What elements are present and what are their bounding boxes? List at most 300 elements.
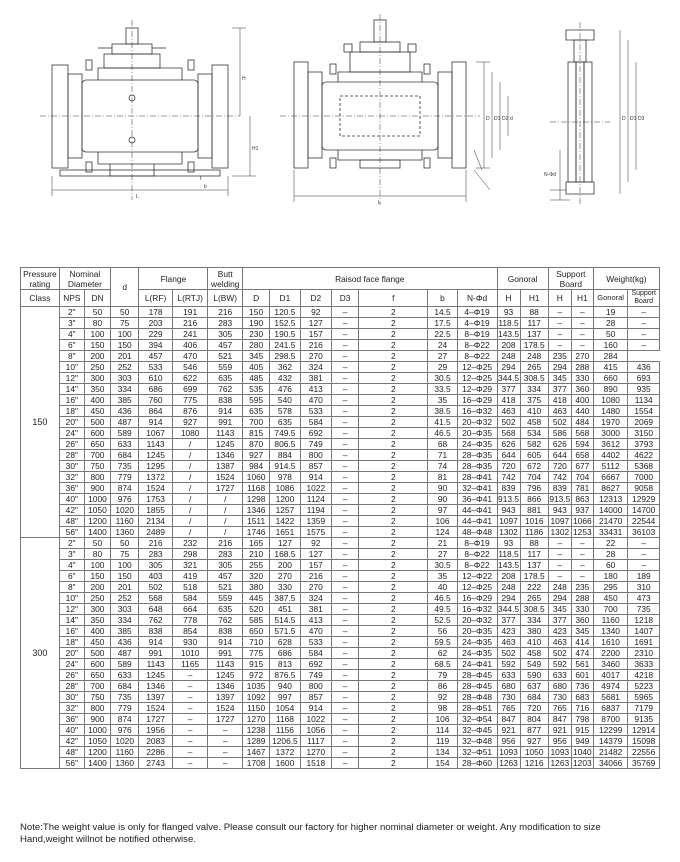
dim-f-front: f (200, 176, 202, 182)
table-cell: 400 (571, 395, 593, 406)
table-cell: 20" (59, 417, 84, 428)
table-cell: – (571, 340, 593, 351)
table-row (21, 417, 660, 428)
table-cell: – (332, 714, 359, 725)
table-cell: 46.5 (428, 428, 457, 439)
table-cell: 914.5 (270, 461, 300, 472)
hdr-nps: NPS (59, 290, 84, 307)
table-cell: 1016 (520, 516, 548, 527)
table-cell: 600 (84, 428, 110, 439)
table-cell: 594 (571, 439, 593, 450)
table-cell: 672 (520, 461, 548, 472)
table-cell: 633 (497, 670, 520, 681)
table-cell: 1143 (208, 659, 243, 670)
table-cell: 458 (520, 648, 548, 659)
table-cell: 660 (593, 373, 628, 384)
table-cell: 693 (628, 373, 660, 384)
table-cell: 410 (520, 406, 548, 417)
table-cell: 1035 (243, 681, 270, 692)
table-cell: 1346 (208, 681, 243, 692)
table-cell: 2310 (628, 648, 660, 659)
table-cell: – (172, 725, 208, 736)
table-cell: 28 (593, 318, 628, 329)
table-cell: 839 (548, 483, 571, 494)
table-cell: – (571, 560, 593, 571)
table-cell: 972 (243, 670, 270, 681)
table-cell: 12914 (628, 725, 660, 736)
table-cell: 8" (59, 351, 84, 362)
table-cell: 20–Φ32 (457, 615, 497, 626)
table-cell: 295 (593, 582, 628, 593)
table-cell: 937 (571, 505, 593, 516)
table-cell: 334 (111, 615, 139, 626)
table-cell: 700 (243, 417, 270, 428)
table-cell: 716 (571, 703, 593, 714)
table-cell: 36103 (628, 527, 660, 538)
table-cell: 216 (300, 340, 331, 351)
table-cell: – (628, 318, 660, 329)
table-cell: 735 (628, 604, 660, 615)
table-cell: 1360 (111, 527, 139, 538)
table-cell: 890 (593, 384, 628, 395)
hdr-support-board: Support Board (548, 268, 593, 290)
table-cell: 487 (111, 417, 139, 428)
table-cell: 377 (548, 384, 571, 395)
table-cell: 400 (84, 626, 110, 637)
table-cell: / (172, 527, 208, 538)
table-cell: 4–Φ19 (457, 318, 497, 329)
table-cell: 1575 (300, 527, 331, 538)
table-cell: 2 (359, 615, 428, 626)
table-cell: 677 (571, 461, 593, 472)
table-cell: 502 (548, 417, 571, 428)
table-cell: – (208, 747, 243, 758)
table-cell: 5681 (593, 692, 628, 703)
table-cell: 127 (300, 549, 331, 560)
table-cell: 68 (428, 439, 457, 450)
table-cell: 92 (300, 307, 331, 318)
table-row (21, 494, 660, 505)
table-cell: 24–Φ41 (457, 659, 497, 670)
table-cell: 100 (111, 329, 139, 340)
table-cell: 345 (243, 351, 270, 362)
table-cell: – (172, 681, 208, 692)
table-cell: 2 (359, 758, 428, 769)
table-cell: 22 (593, 538, 628, 549)
table-cell: 700 (84, 681, 110, 692)
table-cell: 1518 (300, 758, 331, 769)
table-cell: – (571, 329, 593, 340)
table-cell: 779 (111, 703, 139, 714)
table-cell: 1289 (243, 736, 270, 747)
table-cell: 21482 (593, 747, 628, 758)
table-cell: 16–Φ29 (457, 593, 497, 604)
table-cell: 1216 (520, 758, 548, 769)
table-cell: 648 (139, 604, 173, 615)
table-cell: 75 (111, 549, 139, 560)
table-cell: / (172, 439, 208, 450)
table-cell: 86 (428, 681, 457, 692)
table-cell: 956 (497, 736, 520, 747)
table-cell: 17.5 (428, 318, 457, 329)
table-cell: – (628, 560, 660, 571)
table-cell: 6837 (593, 703, 628, 714)
table-cell: 750 (84, 692, 110, 703)
table-cell: 16–Φ32 (457, 604, 497, 615)
table-cell: 1346 (139, 681, 173, 692)
hdr-sb-H: H (548, 290, 571, 307)
table-cell: – (548, 538, 571, 549)
table-cell: 1020 (111, 736, 139, 747)
table-cell: 21470 (593, 516, 628, 527)
table-cell: 1143 (139, 659, 173, 670)
table-cell: 165 (243, 538, 270, 549)
table-cell: 334 (520, 615, 548, 626)
table-cell: 2 (359, 351, 428, 362)
table-cell: 423 (548, 626, 571, 637)
table-cell: 976 (111, 494, 139, 505)
table-cell: 117 (520, 318, 548, 329)
table-cell: 41.5 (428, 417, 457, 428)
table-cell: 742 (548, 472, 571, 483)
table-cell: – (332, 450, 359, 461)
table-cell: 635 (208, 604, 243, 615)
table-cell: 32" (59, 472, 84, 483)
table-cell: 1010 (172, 648, 208, 659)
table-cell: 106 (428, 714, 457, 725)
table-cell: 838 (139, 626, 173, 637)
table-cell: 1727 (208, 483, 243, 494)
table-cell: 1257 (270, 505, 300, 516)
table-cell: 75 (111, 318, 139, 329)
table-cell: 387.5 (270, 593, 300, 604)
table-cell: 305 (208, 560, 243, 571)
table-cell: 1050 (84, 505, 110, 516)
table-cell: 779 (111, 472, 139, 483)
table-row (21, 714, 660, 725)
table-cell: 1165 (172, 659, 208, 670)
table-cell: 445 (243, 593, 270, 604)
dim-D2-section: D2 (502, 116, 509, 122)
table-cell: 52.5 (428, 615, 457, 626)
table-cell: 976 (111, 725, 139, 736)
table-cell: 854 (172, 626, 208, 637)
table-cell: 3150 (628, 428, 660, 439)
table-cell: 8700 (593, 714, 628, 725)
table-cell: 838 (208, 626, 243, 637)
table-cell: 921 (497, 725, 520, 736)
hdr-nominal-diameter: Nominal Diameter (59, 268, 110, 290)
table-cell: 419 (172, 571, 208, 582)
table-cell: 680 (548, 681, 571, 692)
table-cell: 26" (59, 439, 84, 450)
table-cell: 874 (111, 483, 139, 494)
table-cell: 2 (359, 571, 428, 582)
table-cell: 540 (270, 395, 300, 406)
table-cell: 578 (270, 406, 300, 417)
table-cell: – (332, 318, 359, 329)
table-cell: 380 (520, 626, 548, 637)
table-cell: 350 (84, 615, 110, 626)
table-cell: 40" (59, 725, 84, 736)
table-cell: 815 (243, 428, 270, 439)
table-cell: 377 (548, 615, 571, 626)
table-cell: 406 (172, 340, 208, 351)
table-cell: 876 (172, 406, 208, 417)
table-cell: 134 (428, 747, 457, 758)
table-cell: 839 (497, 483, 520, 494)
table-row (21, 362, 660, 373)
table-cell: 14700 (628, 505, 660, 516)
table-cell: 484 (571, 417, 593, 428)
table-cell: – (332, 461, 359, 472)
table-cell: 684 (520, 692, 548, 703)
table-cell: 870 (243, 439, 270, 450)
table-cell: 628 (270, 637, 300, 648)
table-cell: 12–Φ25 (457, 362, 497, 373)
hdr-d: d (111, 268, 139, 307)
table-cell: 1245 (208, 439, 243, 450)
table-cell: 28" (59, 681, 84, 692)
table-cell: 360 (571, 384, 593, 395)
table-cell: / (208, 516, 243, 527)
table-cell: – (332, 527, 359, 538)
table-cell: 160 (593, 340, 628, 351)
table-cell: 1600 (270, 758, 300, 769)
table-cell: 80 (84, 549, 110, 560)
hdr-n-phid: N-Φd (457, 290, 497, 307)
table-cell: 380 (243, 582, 270, 593)
table-cell: 119 (428, 736, 457, 747)
table-cell: 2 (359, 362, 428, 373)
table-cell: 2 (359, 461, 428, 472)
table-cell: 362 (270, 362, 300, 373)
table-cell: 5112 (593, 461, 628, 472)
table-cell: 36–Φ41 (457, 494, 497, 505)
table-cell: 93 (497, 307, 520, 318)
table-cell: 762 (208, 384, 243, 395)
table-row (21, 472, 660, 483)
table-cell: 474 (571, 648, 593, 659)
table-cell: 48" (59, 747, 84, 758)
table-cell: 762 (139, 615, 173, 626)
hdr-raised-face-flange: Raisod face flange (243, 268, 497, 290)
table-cell: 150 (84, 340, 110, 351)
dim-Nd-flange: N-Φd (544, 172, 557, 178)
table-cell: 458 (520, 417, 548, 428)
table-cell: 1372 (139, 472, 173, 483)
table-cell: 633 (548, 670, 571, 681)
table-cell: – (571, 318, 593, 329)
table-cell: – (548, 560, 571, 571)
table-cell: 90 (428, 494, 457, 505)
table-cell: 559 (208, 362, 243, 373)
table-cell: 265 (520, 593, 548, 604)
table-row (21, 439, 660, 450)
table-cell: 1194 (300, 505, 331, 516)
table-cell: 3633 (628, 659, 660, 670)
table-cell: 900 (84, 483, 110, 494)
table-cell: 2200 (593, 648, 628, 659)
table-cell: 956 (548, 736, 571, 747)
table-cell: 20" (59, 648, 84, 659)
table-cell: 44–Φ41 (457, 516, 497, 527)
table-cell: 288 (571, 362, 593, 373)
table-cell: 50 (111, 538, 139, 549)
table-cell: 216 (172, 318, 208, 329)
table-cell: 800 (84, 703, 110, 714)
table-cell: 68.5 (428, 659, 457, 670)
table-cell: 7000 (628, 472, 660, 483)
table-row (21, 648, 660, 659)
table-cell: 2" (59, 307, 84, 318)
table-cell: – (172, 714, 208, 725)
table-cell: 2 (359, 725, 428, 736)
table-cell: 857 (300, 461, 331, 472)
table-cell: – (332, 758, 359, 769)
table-cell: 633 (111, 439, 139, 450)
table-cell: – (332, 637, 359, 648)
table-cell: 28–Φ51 (457, 703, 497, 714)
table-cell: 403 (139, 571, 173, 582)
table-cell: 1387 (208, 461, 243, 472)
table-cell: 48–Φ48 (457, 527, 497, 538)
table-cell: 16" (59, 395, 84, 406)
table-cell: 168.5 (270, 549, 300, 560)
table-cell: 914 (208, 637, 243, 648)
table-cell: 502 (548, 648, 571, 659)
table-cell: 28 (593, 549, 628, 560)
table-cell: 178.5 (520, 571, 548, 582)
table-cell: 74 (428, 461, 457, 472)
table-cell: 216 (208, 538, 243, 549)
table-cell: 633 (111, 670, 139, 681)
table-cell: 2 (359, 692, 428, 703)
table-cell: – (332, 648, 359, 659)
table-cell: 252 (111, 362, 139, 373)
table-cell: 2 (359, 560, 428, 571)
table-cell: 534 (520, 428, 548, 439)
table-cell: – (332, 494, 359, 505)
table-cell: 375 (520, 395, 548, 406)
table-row (21, 725, 660, 736)
table-cell: 24–Φ35 (457, 637, 497, 648)
table-cell: 1086 (270, 483, 300, 494)
table-cell: 324 (300, 362, 331, 373)
table-cell: 4–Φ19 (457, 307, 497, 318)
table-cell: 450 (84, 637, 110, 648)
table-cell: 8–Φ22 (457, 560, 497, 571)
table-cell: 1200 (84, 747, 110, 758)
table-cell: 559 (208, 593, 243, 604)
table-cell: 699 (172, 384, 208, 395)
table-cell: 344.5 (498, 373, 519, 383)
table-cell: 857 (300, 692, 331, 703)
table-cell: 2 (359, 494, 428, 505)
table-row (21, 637, 660, 648)
table-cell: 521 (208, 351, 243, 362)
table-cell: – (172, 747, 208, 758)
dim-D-flange: D (622, 116, 626, 122)
table-cell: 600 (84, 659, 110, 670)
table-cell: 1691 (628, 637, 660, 648)
table-cell: 686 (270, 648, 300, 659)
hdr-l-bw: L(BW) (208, 290, 243, 307)
table-cell: 650 (84, 439, 110, 450)
dim-D1-section: D1 (494, 116, 501, 122)
table-cell: 927 (172, 417, 208, 428)
spec-table-body (21, 307, 660, 769)
hdr-H: H (497, 290, 520, 307)
hdr-D1: D1 (270, 290, 300, 307)
table-cell: 1200 (270, 494, 300, 505)
table-cell: 1708 (243, 758, 270, 769)
table-cell: 658 (571, 450, 593, 461)
hdr-weight: Weight(kg) (593, 268, 659, 290)
table-cell: 626 (548, 439, 571, 450)
table-cell: 502 (139, 582, 173, 593)
table-cell: 2 (359, 483, 428, 494)
table-cell: 549 (520, 659, 548, 670)
table-cell: 30" (59, 461, 84, 472)
table-cell: 760 (139, 395, 173, 406)
table-cell: 50 (593, 329, 628, 340)
table-cell: – (208, 736, 243, 747)
table-cell: 2 (359, 637, 428, 648)
table-cell: 2 (359, 340, 428, 351)
table-cell: 3460 (593, 659, 628, 670)
table-row (21, 593, 660, 604)
table-cell: 26" (59, 670, 84, 681)
table-cell: 877 (520, 725, 548, 736)
table-cell: – (628, 307, 660, 318)
table-cell: 589 (111, 659, 139, 670)
table-cell: 36" (59, 483, 84, 494)
table-cell: – (332, 615, 359, 626)
table-cell: 2489 (139, 527, 173, 538)
table-cell: 463 (548, 637, 571, 648)
table-cell: 88 (520, 307, 548, 318)
table-cell: 1143 (208, 428, 243, 439)
table-cell: 765 (497, 703, 520, 714)
table-cell: / (172, 494, 208, 505)
table-cell: 683 (571, 692, 593, 703)
table-cell: 28–Φ48 (457, 692, 497, 703)
table-cell: 463 (548, 406, 571, 417)
table-cell: 200 (270, 560, 300, 571)
table-cell: 334 (111, 384, 139, 395)
table-cell: – (332, 593, 359, 604)
table-cell: 250 (84, 593, 110, 604)
table-row (21, 549, 660, 560)
table-cell: – (332, 384, 359, 395)
table-cell: – (208, 758, 243, 769)
table-cell: 635 (243, 406, 270, 417)
table-cell: 248 (497, 582, 520, 593)
table-cell: 283 (208, 549, 243, 560)
table-cell: – (332, 439, 359, 450)
table-cell: 680 (497, 681, 520, 692)
table-cell: 38.5 (428, 406, 457, 417)
table-cell: 804 (520, 714, 548, 725)
table-cell: 684 (111, 681, 139, 692)
table-cell: 1022 (300, 483, 331, 494)
table-cell: 97 (428, 505, 457, 516)
table-cell: 864 (139, 406, 173, 417)
table-cell: 1346 (208, 450, 243, 461)
table-cell: 241.5 (270, 340, 300, 351)
dim-b-front: b (204, 184, 207, 190)
